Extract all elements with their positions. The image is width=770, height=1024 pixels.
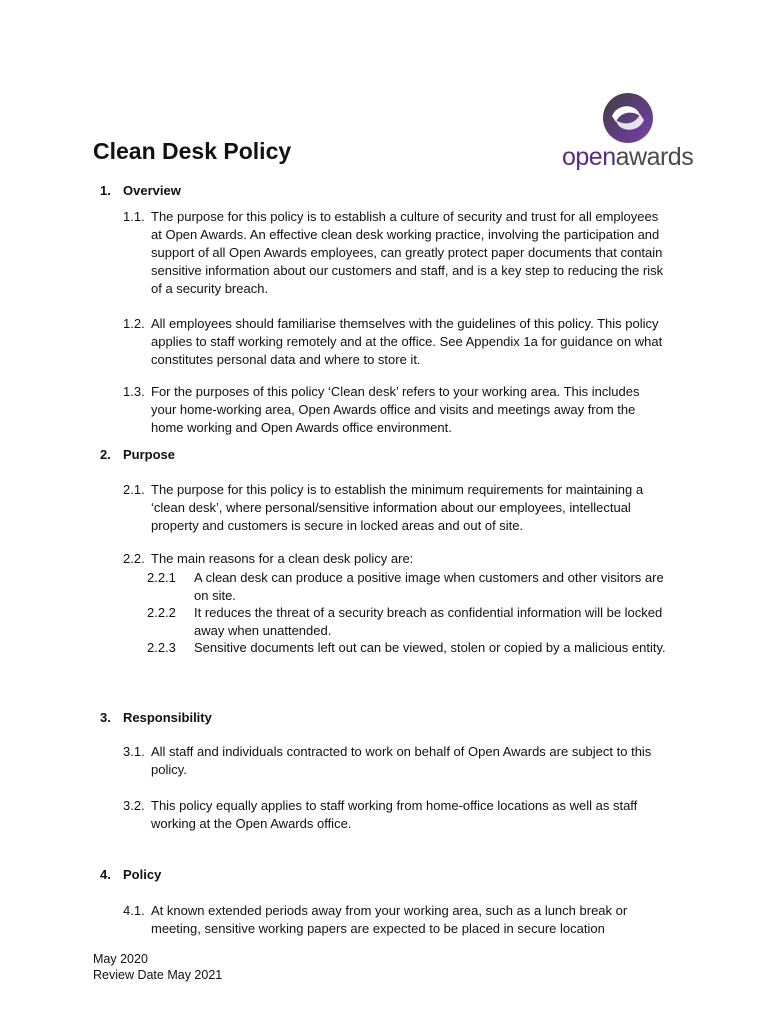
section-heading [100, 710, 212, 725]
paragraph-text: All employees should familiarise themselves with the guidelines of this policy. This policy applies to staff working remotely and at the office. See Appendix 1a for guidance on what constitutes personal data and where to store it. [151, 316, 663, 367]
paragraph [123, 208, 668, 298]
paragraph-text: The main reasons for a clean desk policy are: [151, 551, 414, 566]
logo-word-open: open [562, 143, 616, 171]
paragraph-text: The purpose for this policy is to establish a culture of security and trust for all employees at Open Awards. An effective clean desk working practice, involving the participation and support of all Open Awards employees, can greatly protect paper documents that contain sensitive information about our customers and staff, and is a key step to reducing the risk of a security breach. [151, 209, 664, 296]
paragraph-text: At known extended periods away from your working area, such as a lunch break or meeting, sensitive working papers are expected to be placed in secure location [151, 903, 628, 936]
subparagraph-text: Sensitive documents left out can be viewed, stolen or copied by a malicious entity. [194, 640, 666, 655]
subparagraph-text: A clean desk can produce a positive image when customers and other visitors are on site. [194, 570, 664, 603]
section-title: Policy [123, 867, 162, 882]
paragraph-number: 1.2. [123, 316, 145, 331]
paragraph-text: This policy equally applies to staff working from home-office locations as well as staff working at the Open Awards office. [151, 798, 638, 831]
subparagraph [147, 569, 667, 604]
section-heading [100, 183, 181, 198]
paragraph-number: 4.1. [123, 903, 145, 918]
section-title: Purpose [123, 447, 176, 462]
section-number: 3. [100, 710, 111, 725]
paragraph [123, 383, 668, 437]
section-number: 2. [100, 447, 111, 462]
page-footer [93, 951, 222, 983]
page-title: Clean Desk Policy [93, 138, 292, 164]
paragraph-text: For the purposes of this policy ‘Clean desk’ refers to your working area. This includes your home-working area, Open Awards office and visits and meetings away from the home working and Open Awards office environment. [151, 384, 640, 435]
logo-word-awards: awards [615, 143, 694, 171]
subparagraph-text: It reduces the threat of a security breach as confidential information will be locked away when unattended. [194, 605, 663, 638]
section-title: Responsibility [123, 710, 212, 725]
paragraph [123, 743, 668, 779]
section-number: 1. [100, 183, 111, 198]
footer-review-date: Review Date May 2021 [93, 968, 223, 982]
subparagraph [147, 639, 667, 657]
paragraph-number: 3.1. [123, 744, 145, 759]
section-number: 4. [100, 867, 111, 882]
paragraph [123, 481, 668, 535]
paragraph-number: 1.3. [123, 384, 145, 399]
paragraph [123, 550, 668, 568]
subparagraph-number: 2.2.3 [147, 640, 176, 655]
subparagraph [147, 604, 667, 639]
section-title: Overview [123, 183, 181, 198]
paragraph [123, 797, 668, 833]
footer-date: May 2020 [93, 952, 148, 966]
paragraph [123, 315, 668, 369]
paragraph-number: 1.1. [123, 209, 145, 224]
section-heading [100, 447, 175, 462]
paragraph-text: All staff and individuals contracted to work on behalf of Open Awards are subject to this policy. [151, 744, 652, 777]
paragraph-number: 2.2. [123, 551, 145, 566]
subparagraph-number: 2.2.1 [147, 570, 176, 585]
logo-wordmark [562, 143, 693, 172]
paragraph-number: 3.2. [123, 798, 145, 813]
paragraph [123, 902, 668, 938]
subparagraph-number: 2.2.2 [147, 605, 176, 620]
paragraph-number: 2.1. [123, 482, 145, 497]
paragraph-text: The purpose for this policy is to establish the minimum requirements for maintaining a ‘clean desk’, where personal/sensitive information about our employees, intellectual property and customers is secure in locked areas and out of site. [151, 482, 644, 533]
section-heading [100, 867, 161, 882]
